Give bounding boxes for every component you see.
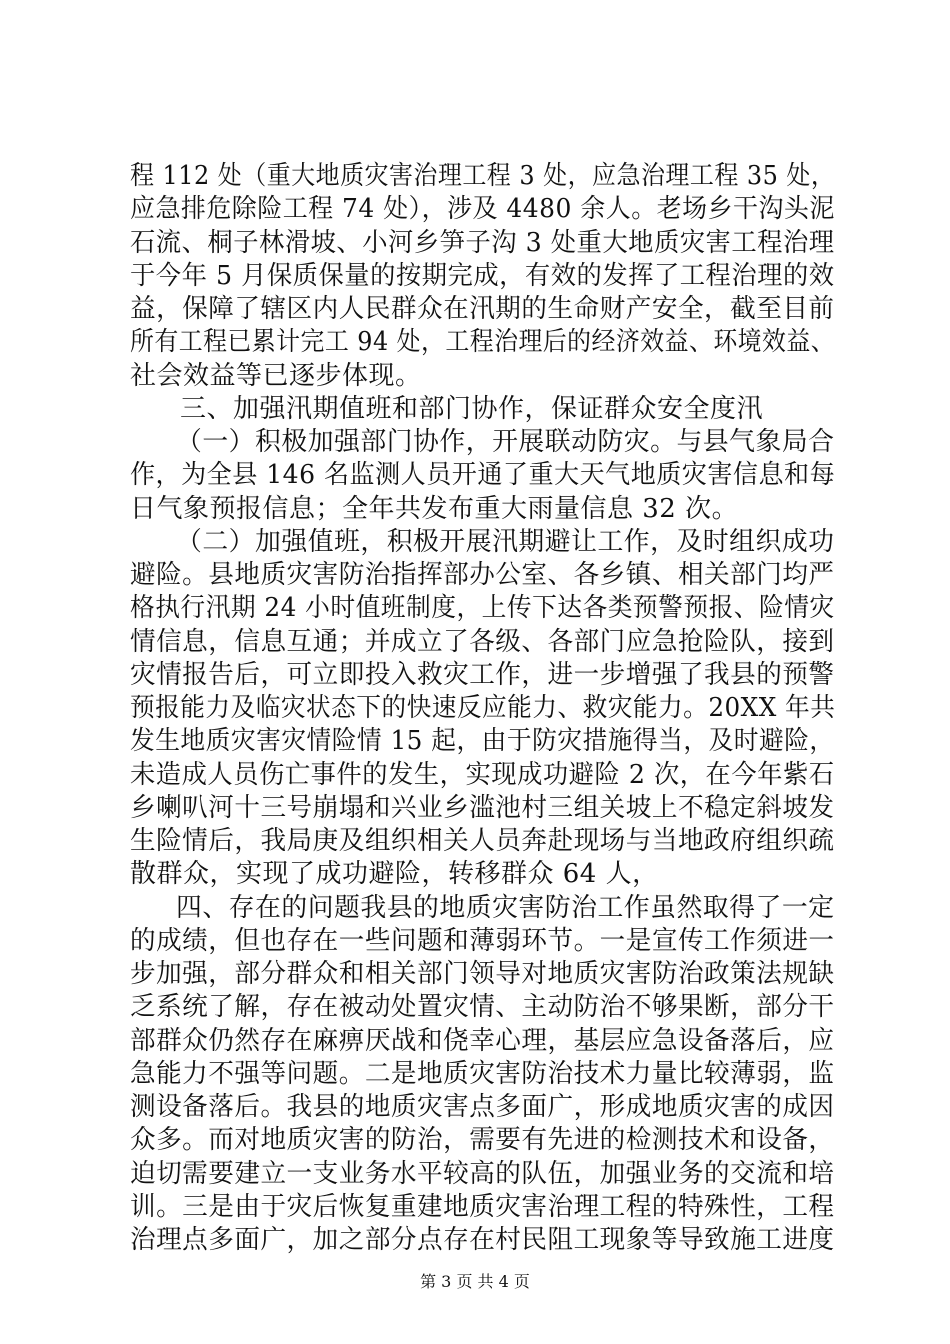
text-line: 未造成人员伤亡事件的发生，实现成功避险 2 次，在今年紫石	[130, 759, 835, 790]
page-number-footer: 第 3 页 共 4 页	[420, 1272, 530, 1291]
paragraph-first-line: （二）加强值班，积极开展汛期避让工作，及时组织成功	[176, 526, 835, 557]
text-line: 训。三是由于灾后恢复重建地质灾害治理工程的特殊性，工程	[130, 1191, 835, 1222]
text-line: 灾情报告后，可立即投入救灾工作，进一步增强了我县的预警	[130, 659, 835, 690]
text-line: 的成绩，但也存在一些问题和薄弱环节。一是宣传工作须进一	[130, 925, 835, 956]
text-line: 乡喇叭河十三号崩塌和兴业乡滥池村三组关坡上不稳定斜坡发	[130, 792, 835, 823]
text-line: 散群众，实现了成功避险，转移群众 64 人，	[130, 859, 659, 890]
text-line: 于今年 5 月保质保量的按期完成，有效的发挥了工程治理的效	[130, 260, 835, 291]
text-line: 预报能力及临灾状态下的快速反应能力、救灾能力。20XX 年共	[130, 693, 836, 724]
text-line: 石流、桐子林滑坡、小河乡笋子沟 3 处重大地质灾害工程治理	[130, 227, 835, 258]
text-line: 发生地质灾害灾情险情 15 起，由于防灾措施得当，及时避险，	[130, 726, 835, 757]
text-line: 应急排危除险工程 74 处），涉及 4480 余人。老场乡干沟头泥	[130, 194, 835, 225]
text-line: 急能力不强等问题。二是地质灾害防治技术力量比较薄弱，监	[130, 1058, 835, 1089]
text-line: 程 112 处（重大地质灾害治理工程 3 处，应急治理工程 35 处，	[130, 161, 836, 191]
text-line: 益，保障了辖区内人民群众在汛期的生命财产安全，截至目前	[130, 294, 835, 324]
text-line: 所有工程已累计完工 94 处，工程治理后的经济效益、环境效益、	[130, 327, 836, 358]
text-line: 避险。县地质灾害防治指挥部办公室、各乡镇、相关部门均严	[130, 560, 835, 591]
text-line: 情信息，信息互通；并成立了各级、各部门应急抢险队，接到	[130, 626, 835, 657]
text-line: 格执行汛期 24 小时值班制度，上传下达各类预警预报、险情灾	[130, 593, 835, 624]
text-line: 作，为全县 146 名监测人员开通了重大天气地质灾害信息和每	[130, 460, 836, 491]
text-line: 测设备落后。我县的地质灾害点多面广，形成地质灾害的成因	[130, 1092, 835, 1123]
text-line: 乏系统了解，存在被动处置灾情、主动防治不够果断，部分干	[130, 992, 835, 1023]
text-line: 治理点多面广，加之部分点存在村民阻工现象等导致施工进度	[130, 1225, 835, 1256]
text-line: 众多。而对地质灾害的防治，需要有先进的检测技术和设备，	[130, 1125, 835, 1156]
text-line: 生险情后，我局庚及组织相关人员奔赴现场与当地政府组织疏	[130, 826, 835, 857]
text-line: 部群众仍然存在麻痹厌战和侥幸心理，基层应急设备落后，应	[130, 1025, 835, 1056]
paragraph-first-line: 四、存在的问题我县的地质灾害防治工作虽然取得了一定	[176, 892, 835, 923]
text-line: 迫切需要建立一支业务水平较高的队伍，加强业务的交流和培	[130, 1158, 835, 1189]
text-line: 步加强，部分群众和相关部门领导对地质灾害防治政策法规缺	[130, 959, 835, 990]
section-heading: 三、加强汛期值班和部门协作，保证群众安全度汛	[180, 393, 764, 424]
paragraph-first-line: （一）积极加强部门协作，开展联动防灾。与县气象局合	[176, 427, 835, 458]
text-line: 日气象预报信息；全年共发布重大雨量信息 32 次。	[130, 493, 739, 524]
text-line: 社会效益等已逐步体现。	[130, 360, 422, 391]
